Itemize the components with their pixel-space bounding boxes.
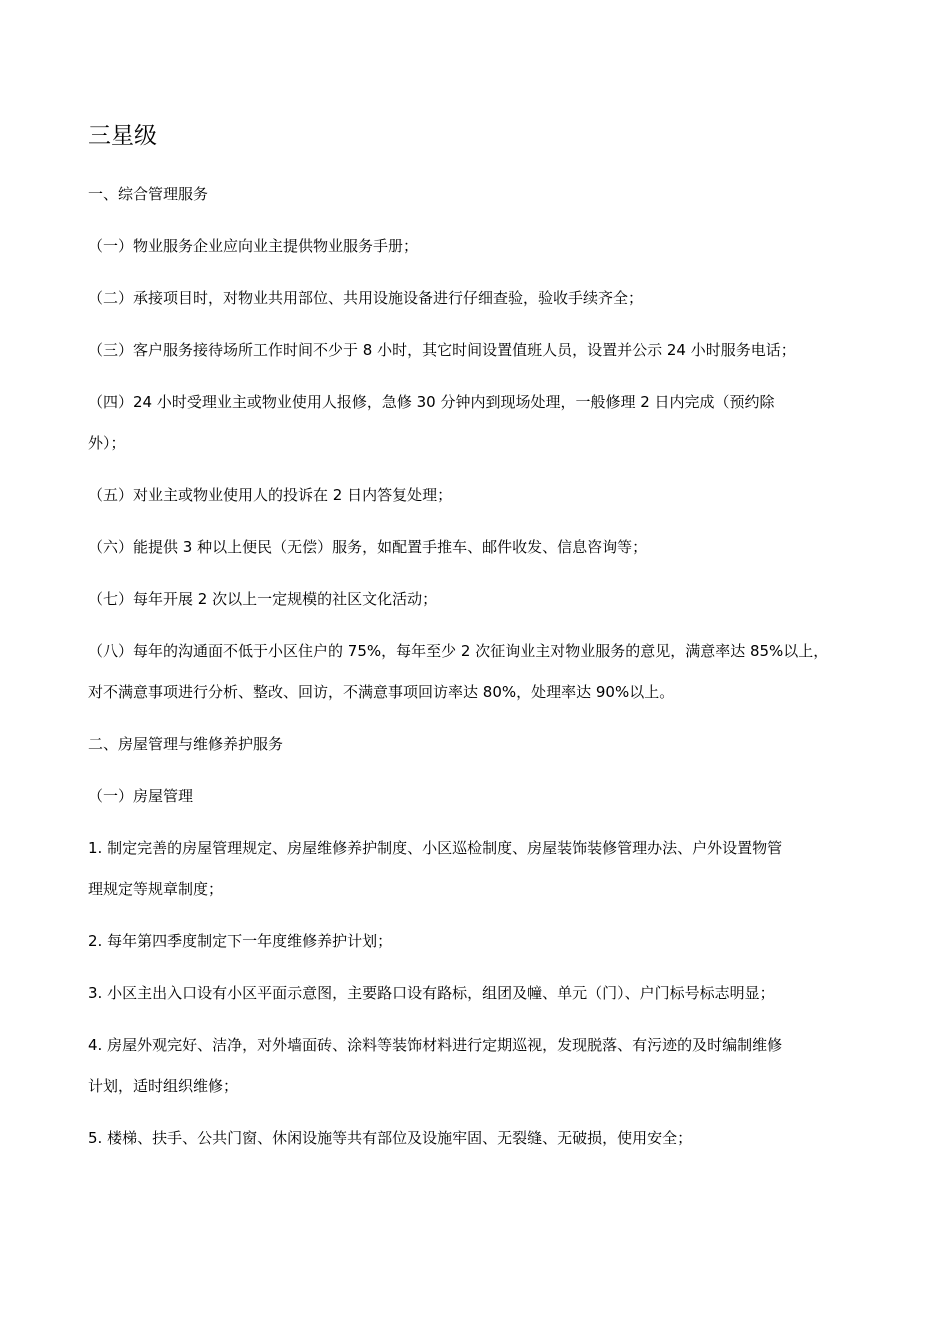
paragraph-line: （六）能提供 3 种以上便民（无偿）服务，如配置手推车、邮件收发、信息咨询等； — [88, 538, 648, 556]
paragraph-line: 1. 制定完善的房屋管理规定、房屋维修养护制度、小区巡检制度、房屋装饰装修管理办法、户外设置物管 — [88, 839, 783, 857]
paragraph-line: 外）； — [88, 434, 126, 452]
paragraph-line: （二）承接项目时，对物业共用部位、共用设施设备进行仔细查验，验收手续齐全； — [88, 289, 644, 307]
subsection-heading: （一）房屋管理 — [88, 787, 194, 805]
section-heading: 一、综合管理服务 — [88, 185, 209, 203]
paragraph-line: （八）每年的沟通面不低于小区住户的 75%，每年至少 2 次征询业主对物业服务的意见，满意率达 85%以上， — [88, 642, 829, 660]
paragraph-line: 3. 小区主出入口设有小区平面示意图，主要路口设有路标，组团及幢、单元（门）、户门标号标志明显； — [88, 984, 775, 1002]
paragraph-line: 5. 楼梯、扶手、公共门窗、休闲设施等共有部位及设施牢固、无裂缝、无破损，使用安全； — [88, 1129, 693, 1147]
section-heading: 二、房屋管理与维修养护服务 — [88, 735, 284, 753]
paragraph-line: 理规定等规章制度； — [88, 880, 224, 898]
paragraph-line: 计划，适时组织维修； — [88, 1077, 239, 1095]
paragraph-line: （五）对业主或物业使用人的投诉在 2 日内答复处理； — [88, 486, 453, 504]
paragraph-line: （四）24 小时受理业主或物业使用人报修，急修 30 分钟内到现场处理，一般修理 2 日内完成（预约除 — [88, 393, 775, 411]
page-title: 三星级 — [88, 123, 157, 149]
paragraph-line: （一）物业服务企业应向业主提供物业服务手册； — [88, 237, 419, 255]
paragraph-line: 4. 房屋外观完好、洁净，对外墙面砖、涂料等装饰材料进行定期巡视，发现脱落、有污迹的及时编制维修 — [88, 1036, 783, 1054]
paragraph-line: （七）每年开展 2 次以上一定规模的社区文化活动； — [88, 590, 438, 608]
paragraph-line: 对不满意事项进行分析、整改、回访，不满意事项回访率达 80%，处理率达 90%以上。 — [88, 683, 675, 701]
paragraph-line: （三）客户服务接待场所工作时间不少于 8 小时，其它时间设置值班人员，设置并公示 24 小时服务电话； — [88, 341, 796, 359]
paragraph-line: 2. 每年第四季度制定下一年度维修养护计划； — [88, 932, 393, 950]
